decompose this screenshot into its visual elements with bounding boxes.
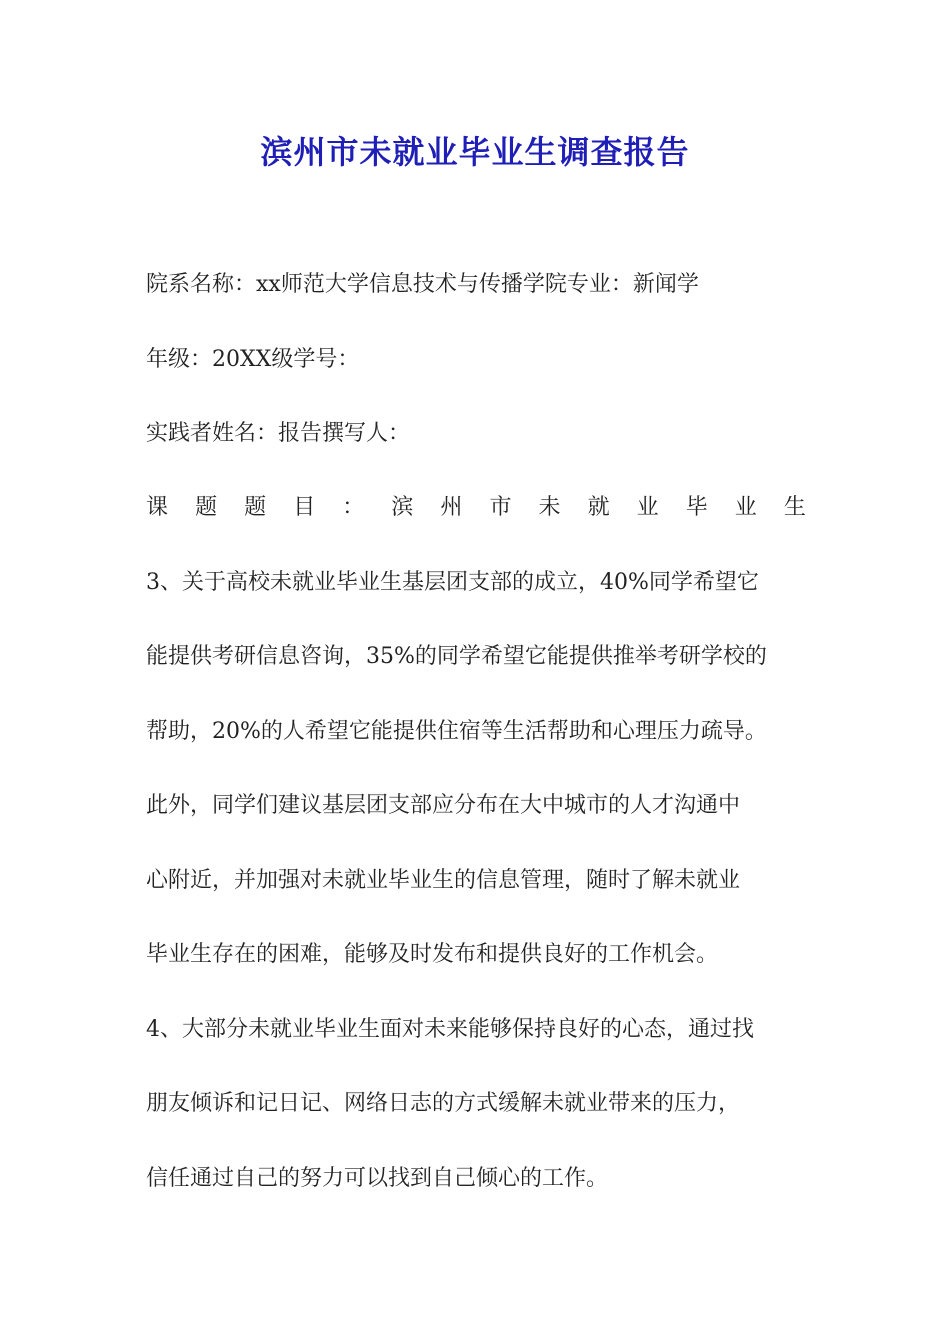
topic-char: 生	[783, 495, 806, 520]
paragraph-line: 朋友倾诉和记日记、网络日志的方式缓解未就业带来的压力，	[146, 1091, 741, 1116]
topic-char: 目	[293, 495, 316, 520]
topic-char: 滨	[391, 495, 414, 520]
grade-line: 年级：20XX级学号：	[146, 347, 360, 372]
paragraph-line: 毕业生存在的困难，能够及时发布和提供良好的工作机会。	[146, 942, 719, 967]
paragraph-line: 3、关于高校未就业毕业生基层团支部的成立，40%同学希望它	[146, 570, 759, 595]
department-line: 院系名称：xx师范大学信息技术与传播学院专业：新闻学	[146, 272, 699, 297]
topic-char: 未	[538, 495, 561, 520]
paragraph-line: 帮助，20%的人希望它能提供住宿等生活帮助和心理压力疏导。	[146, 719, 767, 744]
topic-char: 题	[195, 495, 218, 520]
paragraph-line: 此外，同学们建议基层团支部应分布在大中城市的人才沟通中	[146, 793, 741, 818]
topic-char: 业	[636, 495, 659, 520]
topic-char: 州	[440, 495, 463, 520]
document-title: 滨州市未就业毕业生调查报告	[260, 133, 690, 171]
paragraph-line: 心附近，并加强对未就业毕业生的信息管理，随时了解未就业	[146, 868, 741, 893]
topic-char: 毕	[685, 495, 708, 520]
paragraph-line: 能提供考研信息咨询，35%的同学希望它能提供推举考研学校的	[146, 644, 767, 669]
topic-line	[146, 488, 806, 528]
author-line: 实践者姓名：报告撰写人：	[146, 421, 411, 446]
topic-char: ：	[342, 495, 365, 520]
topic-char: 市	[489, 495, 512, 520]
topic-char: 业	[734, 495, 757, 520]
topic-char: 就	[587, 495, 610, 520]
paragraph-line: 信任通过自己的努力可以找到自己倾心的工作。	[146, 1166, 609, 1191]
topic-char: 题	[244, 495, 267, 520]
paragraph-line: 4、大部分未就业毕业生面对未来能够保持良好的心态，通过找	[146, 1017, 754, 1042]
topic-char: 课	[146, 495, 169, 520]
